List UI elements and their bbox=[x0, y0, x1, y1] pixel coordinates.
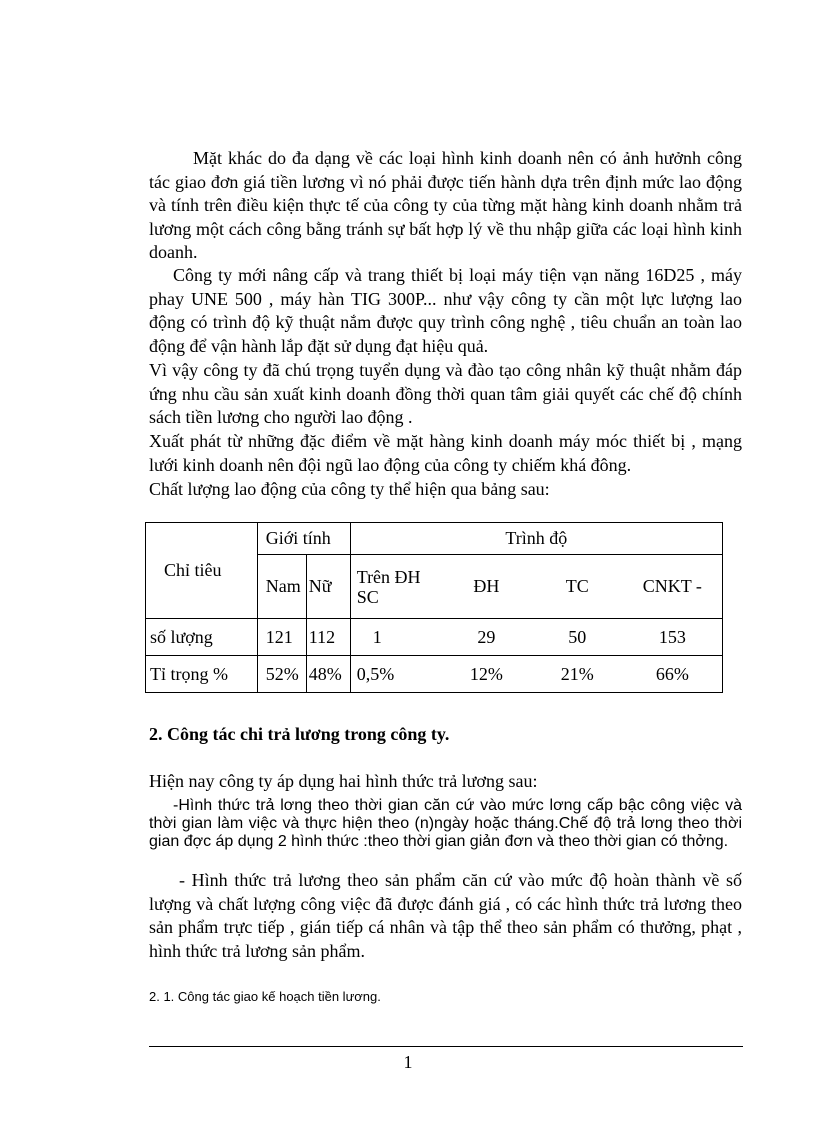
cell-male: 121 bbox=[257, 619, 306, 656]
paragraph-equipment-upgrade: Công ty mới nâng cấp và trang thiết bị loại máy tiện vạn năng 16D25 , máy phay UNE 500 , máy hàn TIG 300P... như vậy công ty cần một lực lượng lao động có trình độ kỹ thuật nắm được quy trình công nghệ , tiêu chuẩn an toàn lao động để vận hành lắp đặt sử dụng đạt hiệu quả. bbox=[149, 265, 742, 356]
paragraph-recruitment: Vì vậy công ty đã chú trọng tuyển dụng và đào tạo công nhân kỹ thuật nhằm đáp ứng nhu cầu sản xuất kinh doanh đồng thời quan tâm giải quyết các chế độ chính sách tiền lương cho người lao động . bbox=[149, 360, 742, 427]
row-label: Tỉ trọng % bbox=[146, 656, 258, 693]
paragraph-payment-intro: Hiện nay công ty áp dụng hai hình thức trả lương sau: bbox=[149, 771, 538, 791]
footer-divider bbox=[149, 1046, 743, 1047]
header-gender: Giới tính bbox=[257, 523, 350, 555]
cell-female: 48% bbox=[306, 656, 350, 693]
section-heading: 2. Công tác chi trả lương trong công ty. bbox=[149, 724, 450, 744]
header-criteria: Chỉ tiêu bbox=[146, 523, 258, 619]
cell-technical-worker: 66% bbox=[623, 656, 723, 693]
paragraph-product-based-pay: - Hình thức trả lương theo sản phẩm căn cứ vào mức độ hoàn thành về số lượng và chất lượng công việc đã được đánh giá , có các hình thức trả lương theo sản phẩm trực tiếp , gián tiếp cá nhân và tập thể theo sản phẩm có thưởng, phạt , hình thức trả lương sản phẩm. bbox=[149, 870, 742, 961]
cell-technical-worker: 153 bbox=[623, 619, 723, 656]
labor-quality-table bbox=[145, 522, 723, 693]
row-label: số lượng bbox=[146, 619, 258, 656]
subheader-above-university-line1: Trên ĐH bbox=[356, 566, 421, 587]
cell-college: 50 bbox=[532, 619, 623, 656]
cell-above-university: 0,5% bbox=[350, 656, 441, 693]
cell-college: 21% bbox=[532, 656, 623, 693]
subheader-female: Nữ bbox=[306, 555, 350, 619]
subheader-above-university bbox=[350, 555, 441, 619]
paragraph-workforce: Xuất phát từ những đặc điểm về mặt hàng kinh doanh máy móc thiết bị , mạng lưới kinh doanh nên đội ngũ lao động của công ty chiếm khá đông. bbox=[149, 431, 742, 475]
paragraph-table-intro: Chất lượng lao động của công ty thể hiện qua bảng sau: bbox=[149, 479, 550, 499]
header-level: Trình độ bbox=[350, 523, 722, 555]
cell-university: 12% bbox=[441, 656, 532, 693]
page-number: 1 bbox=[403, 1052, 413, 1072]
subheader-university: ĐH bbox=[441, 555, 532, 619]
subheader-technical-worker: CNKT - bbox=[623, 555, 723, 619]
paragraph-business-types: Mặt khác do đa dạng về các loại hình kinh doanh nên có ảnh hưởnh công tác giao đơn giá tiền lương vì nó phải được tiến hành dựa trên định mức lao động và tính trên điều kiện thực tế của công ty của từng mặt hàng kinh doanh nhằm trả lương một cách công bằng tránh sự bất hợp lý về thu nhập giữa các loại hình kinh doanh. bbox=[149, 148, 742, 262]
cell-above-university: 1 bbox=[350, 619, 441, 656]
cell-female: 112 bbox=[306, 619, 350, 656]
cell-male: 52% bbox=[257, 656, 306, 693]
paragraph-time-based-pay: -Hình thức trả lơng theo thời gian căn cứ vào mức lơng cấp bậc công việc và thời gian làm việc và thực hiện theo (n)ngày hoặc tháng.Chế độ trả lơng theo thời gian đợc áp dụng 2 hình thức :theo thời gian giản đơn và theo thời gian có thởng. bbox=[149, 797, 742, 850]
table-row bbox=[146, 656, 723, 693]
table-row bbox=[146, 619, 723, 656]
subheader-college: TC bbox=[532, 555, 623, 619]
table-header-row bbox=[146, 523, 723, 555]
subheader-above-university-line2: SC bbox=[356, 586, 379, 607]
subheader-male: Nam bbox=[257, 555, 306, 619]
cell-university: 29 bbox=[441, 619, 532, 656]
subsection-heading: 2. 1. Công tác giao kế hoạch tiền lương. bbox=[149, 989, 381, 1004]
